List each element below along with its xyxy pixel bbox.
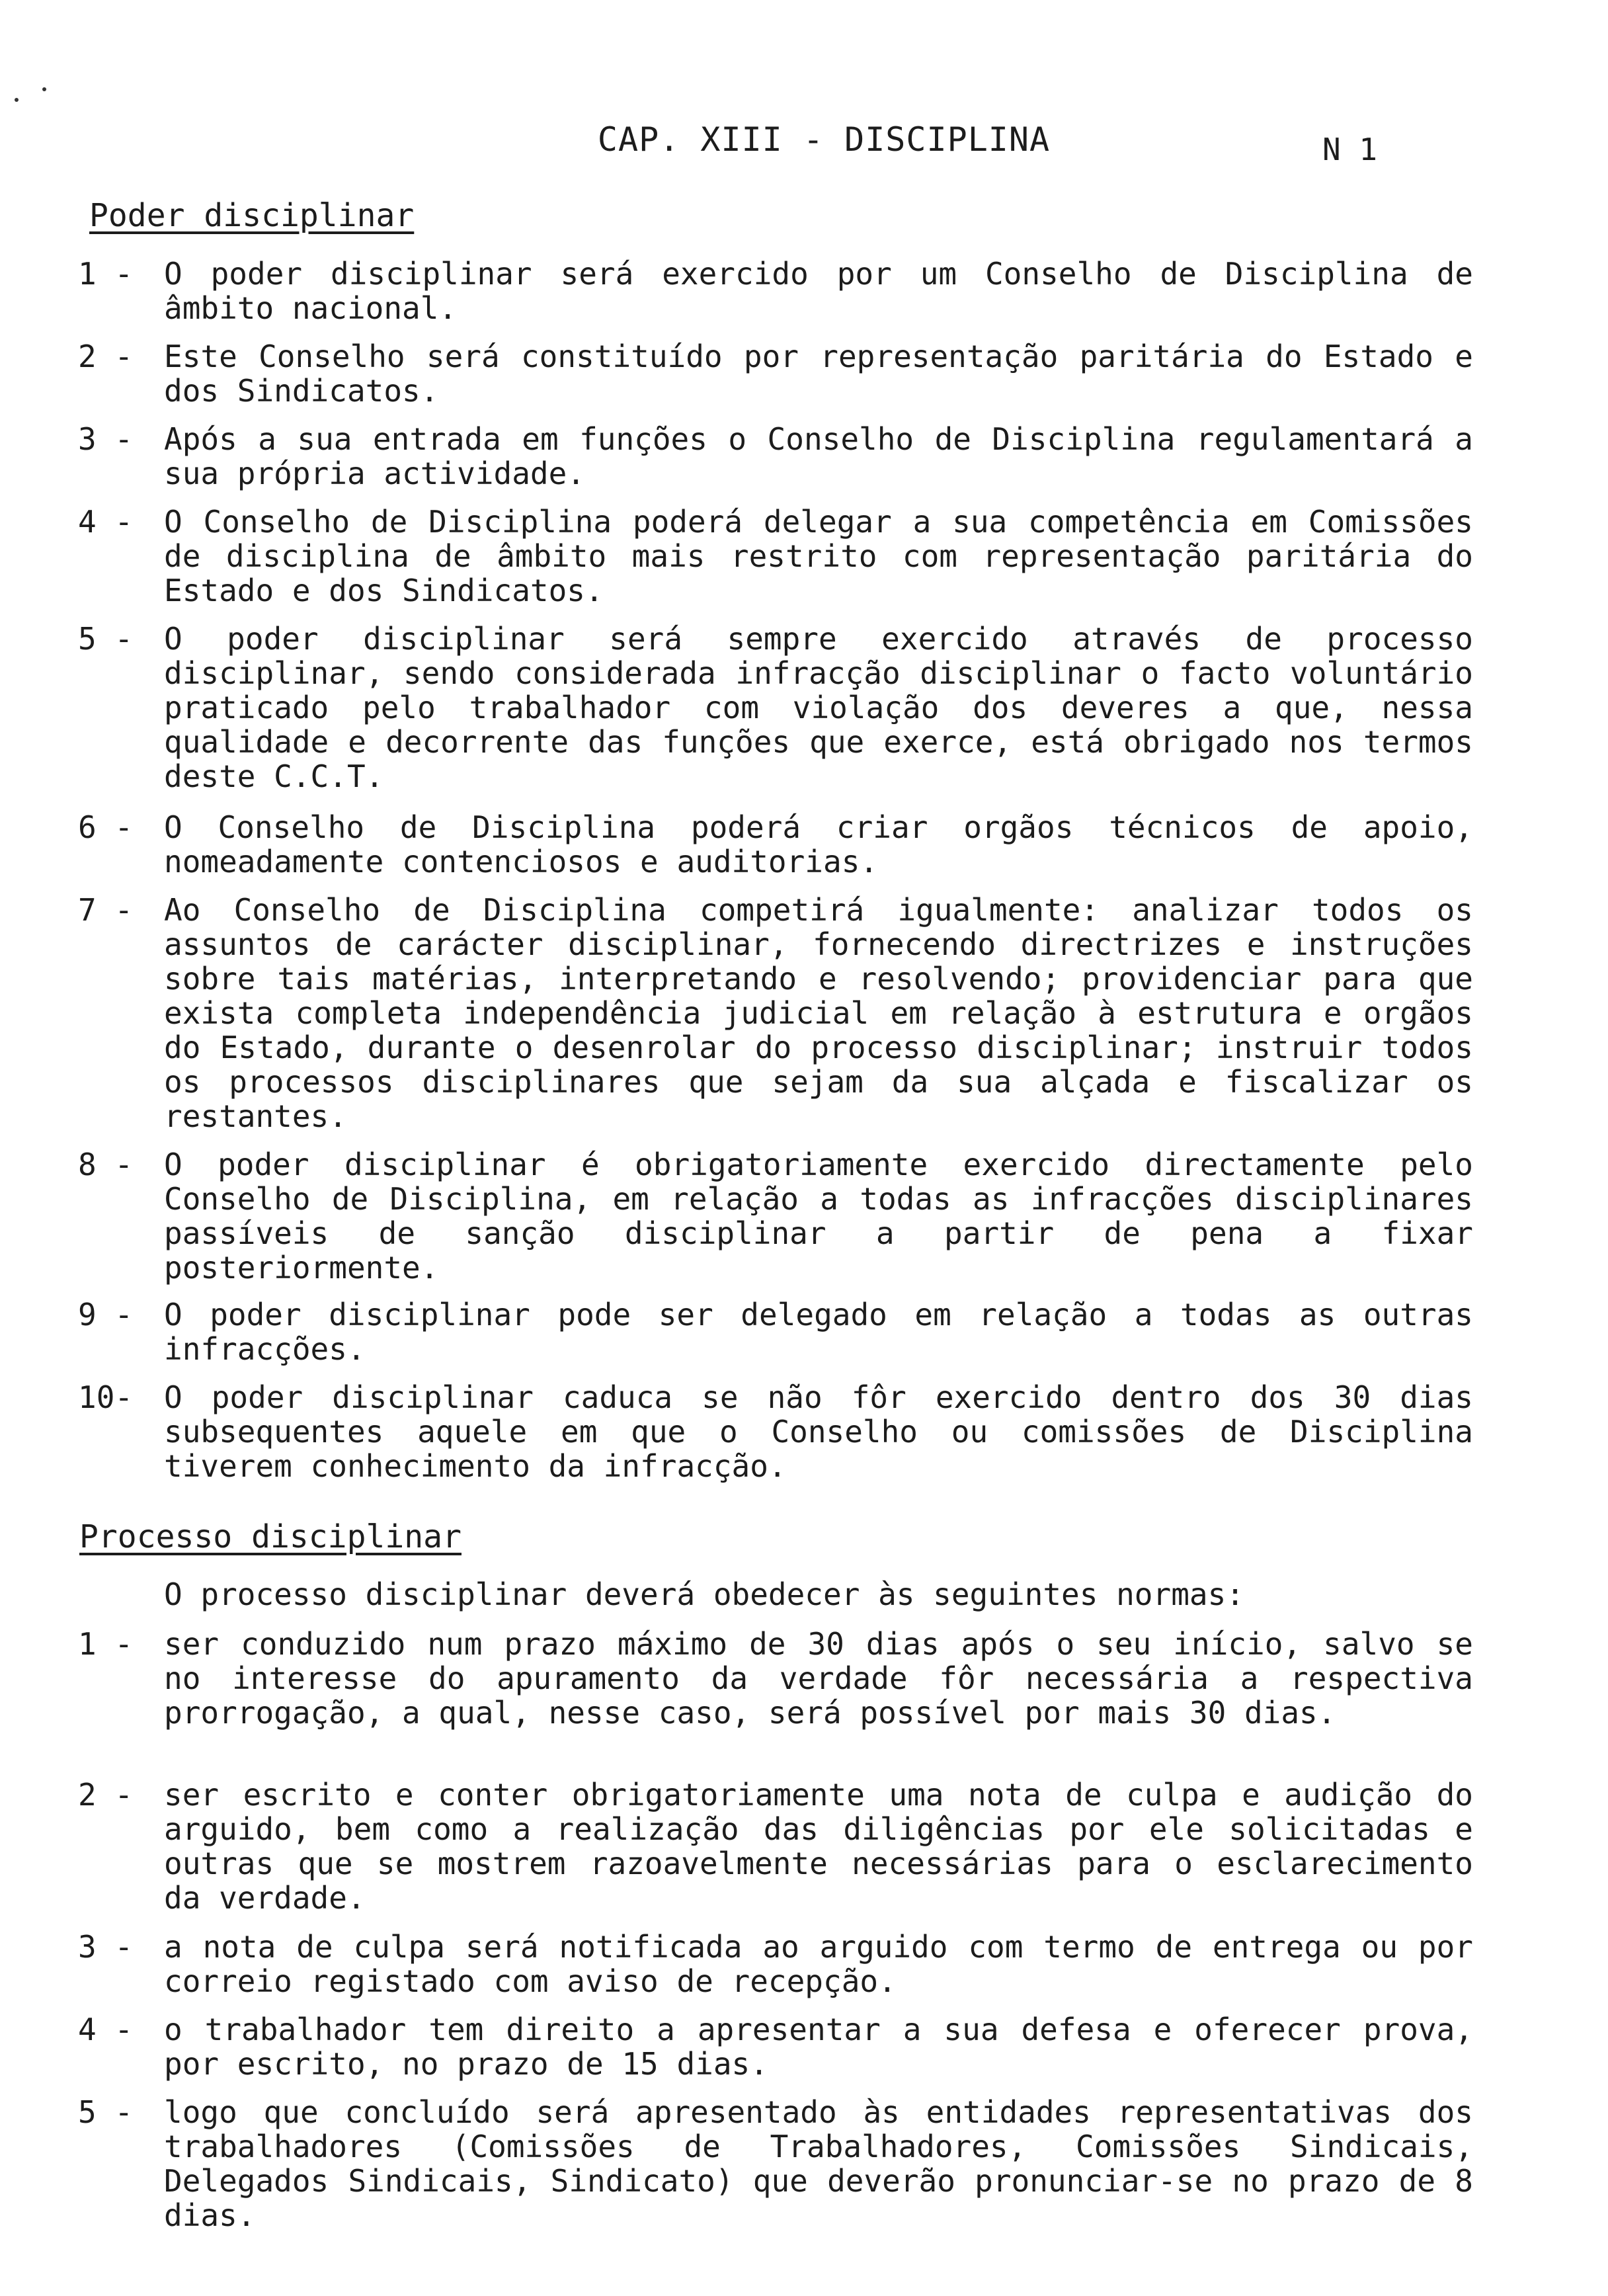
item-text: O poder disciplinar caduca se não fôr exercido dentro dos 30 dias subsequentes aquele em que o Conselho ou comissões de Disciplina tiverem conhecimento da infracção. — [164, 1379, 1473, 1484]
item-text: O Conselho de Disciplina poderá criar orgãos técnicos de apoio, nomeadamente contenciosos e auditorias. — [164, 809, 1473, 880]
item-number: 3 - — [78, 1929, 134, 1965]
item-text: logo que concluído será apresentado às entidades representativas dos trabalhadores (Comissões de Trabalhadores, Comissões Sindicais, Delegados Sindicais, Sindicato) que deverão pronunciar-se no prazo de 8 dias. — [164, 2094, 1473, 2233]
item-text: O poder disciplinar é obrigatoriamente exercido directamente pelo Conselho de Disciplina, em relação a todas as infracções disciplinares passíveis de sanção disciplinar a partir de pena a fixar posteriormente. — [164, 1147, 1473, 1286]
item-number: 2 - — [78, 1777, 134, 1813]
item-text: O poder disciplinar será sempre exercido através de processo disciplinar, sendo considerada infracção disciplinar o facto voluntário praticado pelo trabalhador com violação dos deveres a que, nessa qualidade e decorrente das funções que exerce, está obrigado nos termos deste C.C.T. — [164, 621, 1473, 794]
list-item — [78, 1380, 1473, 1483]
list-item — [78, 893, 1473, 1133]
item-text: ser escrito e conter obrigatoriamente uma nota de culpa e audição do arguido, bem como a realização das diligências por ele solicitadas e outras que se mostrem razoavelmente necessárias para o esclarecimento da verdade. — [164, 1777, 1473, 1916]
list-item — [78, 1147, 1473, 1285]
item-text: Após a sua entrada em funções o Conselho de Disciplina regulamentará a sua própria actividade. — [164, 421, 1473, 491]
list-item — [78, 339, 1473, 408]
item-text: Este Conselho será constituído por representação paritária do Estado e dos Sindicatos. — [164, 339, 1473, 409]
item-number: 1 - — [78, 1626, 134, 1662]
item-text: O poder disciplinar pode ser delegado em relação a todas as outras infracções. — [164, 1297, 1473, 1367]
item-text: O poder disciplinar será exercido por um Conselho de Disciplina de âmbito nacional. — [164, 256, 1473, 326]
section-intro: O processo disciplinar deverá obedecer às seguintes normas: — [164, 1577, 1244, 1612]
scan-speck — [15, 98, 19, 102]
item-text: o trabalhador tem direito a apresentar a sua defesa e oferecer prova, por escrito, no prazo de 15 dias. — [164, 2012, 1473, 2082]
list-item — [78, 1627, 1473, 1730]
chapter-title: CAP. XIII - DISCIPLINA — [597, 120, 1051, 159]
item-number: 4 - — [78, 504, 134, 540]
list-item — [78, 1297, 1473, 1366]
item-number: 5 - — [78, 2094, 134, 2130]
item-number: 1 - — [78, 256, 134, 292]
list-item — [78, 1930, 1473, 1998]
item-text: a nota de culpa será notificada ao arguido com termo de entrega ou por correio registado com aviso de recepção. — [164, 1929, 1473, 1999]
scan-speck — [42, 87, 46, 91]
list-item — [78, 422, 1473, 491]
item-text: ser conduzido num prazo máximo de 30 dias após o seu início, salvo se no interesse do apuramento da verdade fôr necessária a respectiva prorrogação, a qual, nesse caso, será possível por mais 30 dias. — [164, 1626, 1473, 1731]
item-number: 2 - — [78, 339, 134, 374]
item-number: 7 - — [78, 892, 134, 928]
item-number: 4 - — [78, 2012, 134, 2047]
page-number: N 1 — [1322, 132, 1378, 167]
list-item — [78, 622, 1473, 794]
item-number: 5 - — [78, 621, 134, 657]
item-number: 8 - — [78, 1147, 134, 1182]
list-item — [78, 2012, 1473, 2081]
list-item — [78, 1778, 1473, 1915]
list-item — [78, 810, 1473, 879]
section-heading-processo: Processo disciplinar — [79, 1518, 462, 1555]
item-text: Ao Conselho de Disciplina competirá igualmente: analizar todos os assuntos de carácter disciplinar, fornecendo directrizes e instruções sobre tais matérias, interpretando e resolvendo; providenciar para que exista completa independência judicial em relação à estrutura e orgãos do Estado, durante o desenrolar do processo disciplinar; instruir todos os processos disciplinares que sejam da sua alçada e fiscalizar os restantes. — [164, 892, 1473, 1134]
list-item — [78, 2095, 1473, 2233]
item-number: 10- — [78, 1379, 134, 1415]
item-number: 6 - — [78, 809, 134, 845]
list-item — [78, 505, 1473, 608]
section-heading-poder: Poder disciplinar — [89, 197, 415, 234]
item-number: 3 - — [78, 421, 134, 457]
item-number: 9 - — [78, 1297, 134, 1332]
list-item — [78, 257, 1473, 325]
item-text: O Conselho de Disciplina poderá delegar a sua competência em Comissões de disciplina de âmbito mais restrito com representação paritária do Estado e dos Sindicatos. — [164, 504, 1473, 608]
